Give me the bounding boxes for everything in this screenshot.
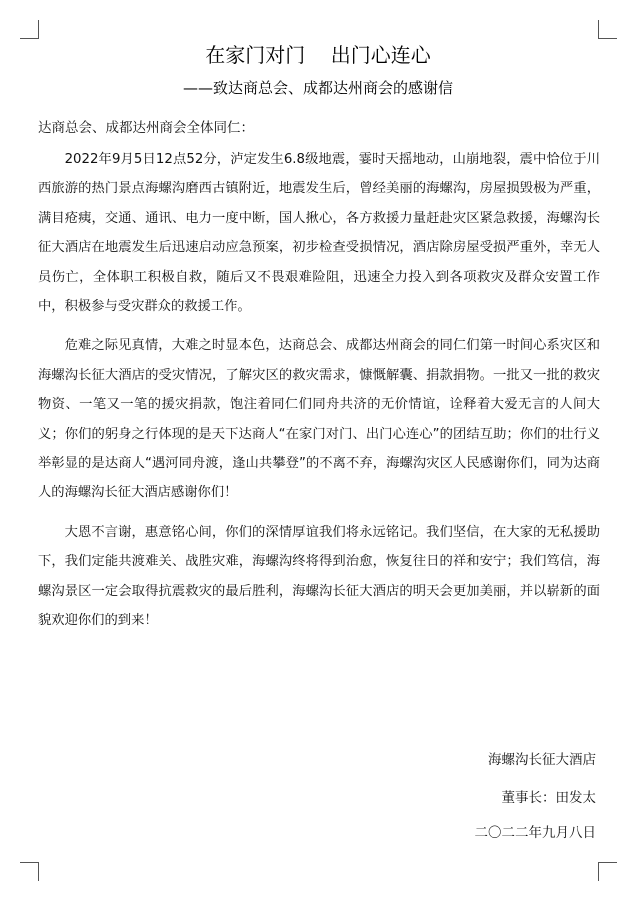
- paragraph-2: 危难之际见真情，大难之时显本色，达商总会、成都达州商会的同仁们第一时间心系灾区和海螺沟长征大酒店的受灾情况，了解灾区的救灾需求，慷慨解囊、捐款捐物。一批又一批的救灾物资、一笔又一笔的援灾捐款，饱注着同仁们同舟共济的无价情谊，诠释着大爱无言的人间大义；你们的躬身之行体现的是天下达商人“在家门对门、出门心连心”的团结互助；你们的壮行义举彰显的是达商人“遇河同舟渡，逢山共攀登”的不离不弃，海螺沟灾区人民感谢你们，同为达商人的海螺沟长征大酒店感谢你们！: [38, 338, 600, 501]
- letter-body: [38, 145, 600, 646]
- paragraph-1: 2022年9月5日12点52分，泸定发生6.8级地震，霎时天摇地动，山崩地裂，震中恰位于川西旅游的热门景点海螺沟磨西古镇附近，地震发生后，曾经美丽的海螺沟，房屋损毁极为严重，满目疮痍，交通、通讯、电力一度中断，国人揪心，各方救援力量赶赴灾区紧急救援，海螺沟长征大酒店在地震发生后迅速启动应急预案，初步检查受损情况，酒店除房屋受损严重外，幸无人员伤亡，全体职工积极自救，随后又不畏艰难险阻，迅速全力投入到各项救灾及群众安置工作中，积极参与受灾群众的救援工作。: [38, 152, 600, 315]
- crop-mark-bottom-left: [20, 862, 39, 881]
- signature-organization: 海螺沟长征大酒店: [488, 752, 596, 768]
- signature-chairman: 董事长：田发太: [501, 790, 596, 806]
- crop-mark-top-left: [20, 20, 39, 39]
- letter-subtitle: ——致达商总会、成都达州商会的感谢信: [182, 79, 453, 97]
- crop-mark-bottom-right: [598, 862, 617, 881]
- paragraph-3: 大恩不言谢，惠意铭心间，你们的深情厚谊我们将永远铭记。我们坚信，在大家的无私援助下，我们定能共渡难关、战胜灾难，海螺沟终将得到治愈，恢复往日的祥和安宁；我们笃信，海螺沟景区一定会取得抗震救灾的最后胜利，海螺沟长征大酒店的明天会更加美丽，并以崭新的面貌欢迎你们的到来！: [38, 524, 600, 629]
- crop-mark-top-right: [598, 20, 617, 39]
- letter-salutation: 达商总会、成都达州商会全体同仁：: [38, 120, 254, 136]
- letter-title: 在家门对门 出门心连心: [205, 43, 431, 67]
- signature-date: 二〇二二年九月八日: [474, 825, 596, 841]
